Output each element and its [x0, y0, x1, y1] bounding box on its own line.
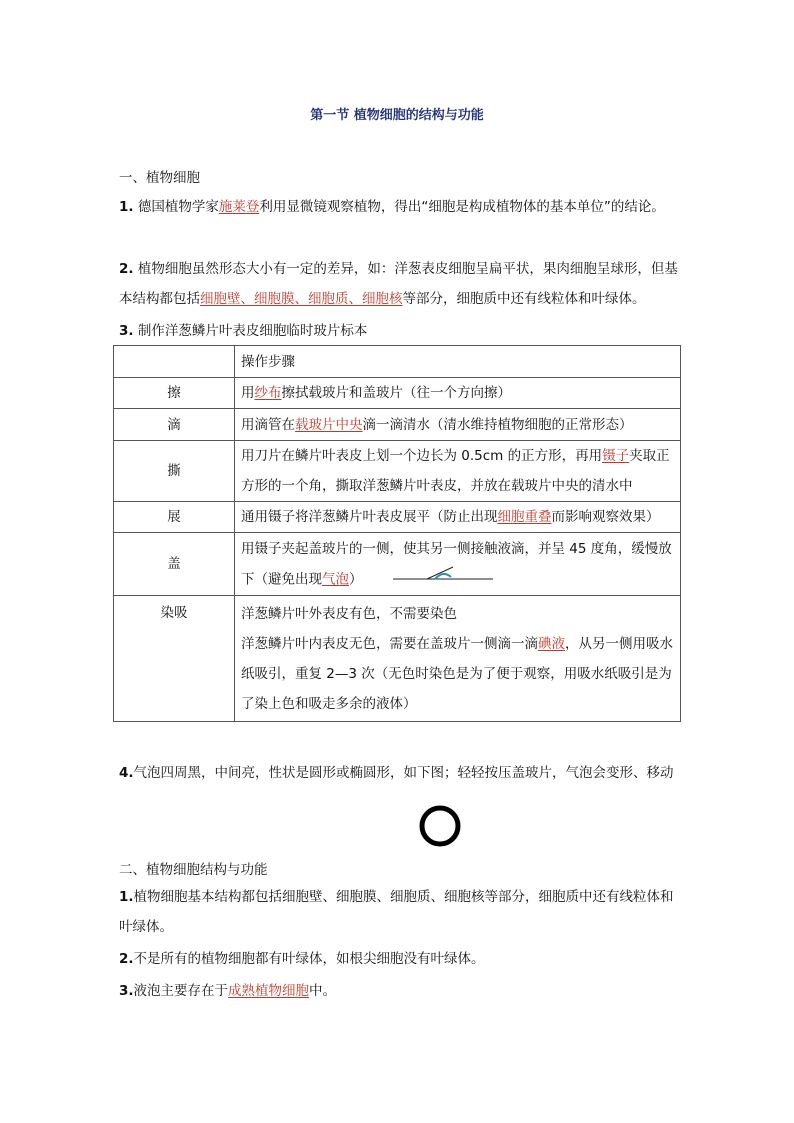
paragraph-number: 3. [119, 983, 134, 999]
step-cell: 撕 [114, 441, 235, 502]
paragraph-s2-1: 1.植物细胞基本结构都包括细胞壁、细胞膜、细胞质、细胞核等部分，细胞质中还有线粒体和叶绿体。 [119, 889, 674, 935]
desc-cell: 通用镊子将洋葱鳞片叶表皮展平（防止出现细胞重叠而影响观察效果） [235, 502, 681, 533]
highlight-term: 细胞壁、细胞膜、细胞质、细胞核 [200, 291, 403, 307]
paragraph-3: 3. 制作洋葱鳞片叶表皮细胞临时玻片标本 [119, 323, 368, 339]
table-row [114, 596, 681, 722]
paragraph-4: 4.气泡四周黑，中间亮，性状是圆形或椭圆形，如下图；轻轻按压盖玻片，气泡会变形、移动 [119, 765, 674, 781]
step-cell: 染吸 [114, 596, 235, 722]
table-row [114, 441, 681, 502]
paragraph-number: 4. [119, 765, 134, 781]
bubble-diagram [417, 803, 463, 853]
table-row [114, 409, 681, 441]
desc-cell: 用刀片在鳞片叶表皮上划一个边长为 0.5cm 的正方形，再用镊子夹取正方形的一个角，撕取洋葱鳞片叶表皮，并放在载玻片中央的清水中 [235, 441, 681, 502]
highlight-term: 成熟植物细胞 [228, 983, 310, 999]
highlight-term: 纱布 [254, 385, 282, 401]
highlight-term: 施莱登 [218, 199, 260, 215]
highlight-term: 镊子 [602, 448, 630, 464]
paragraph-1: 1. 德国植物学家施莱登利用显微镜观察植物，得出“细胞是构成植物体的基本单位”的结论。 [119, 199, 665, 215]
paragraph-number: 3. [119, 323, 134, 339]
step-cell: 盖 [114, 533, 235, 596]
table-row [114, 378, 681, 409]
paragraph-number: 1. [119, 889, 134, 905]
desc-cell: 用滴管在载玻片中央滴一滴清水（清水维持植物细胞的正常形态） [235, 409, 681, 441]
table-row [114, 533, 681, 596]
table-row [114, 502, 681, 533]
table-cell [114, 346, 235, 378]
highlight-term: 气泡 [322, 571, 349, 587]
table-header-row [114, 346, 681, 378]
paragraph-2: 2. 植物细胞虽然形态大小有一定的差异，如：洋葱表皮细胞呈扁平状，果肉细胞呈球形，但基本结构都包括细胞壁、细胞膜、细胞质、细胞核等部分，细胞质中还有线粒体和叶绿体。 [119, 261, 678, 307]
coverslip-diagram [391, 564, 495, 595]
step-cell: 展 [114, 502, 235, 533]
desc-cell: 洋葱鳞片叶外表皮有色，不需要染色 洋葱鳞片叶内表皮无色，需要在盖玻片一侧滴一滴碘液，从另一侧用吸水纸吸引，重复 2—3 次（无色时染色是为了便于观察，用吸水纸吸引是为了染上色和吸走多余的液体） [235, 596, 681, 722]
highlight-term: 载玻片中央 [295, 416, 363, 433]
desc-cell: 用纱布擦拭载玻片和盖玻片（往一个方向擦） [235, 378, 681, 409]
highlight-term: 细胞重叠 [497, 509, 552, 525]
paragraph-s2-2: 2.不是所有的植物细胞都有叶绿体，如根尖细胞没有叶绿体。 [119, 951, 485, 967]
highlight-term: 碘液 [538, 635, 565, 652]
step-cell: 擦 [114, 378, 235, 409]
section-2-heading: 二、植物细胞结构与功能 [119, 862, 268, 878]
paragraph-number: 2. [119, 261, 134, 277]
table-header-cell: 操作步骤 [235, 346, 681, 378]
desc-cell: 用镊子夹起盖玻片的一侧，使其另一侧接触液滴，并呈 45 度角，缓慢放下（避免出现气泡） [235, 533, 681, 596]
procedure-table [113, 345, 681, 722]
page-title: 第一节 植物细胞的结构与功能 [310, 108, 484, 123]
step-cell: 滴 [114, 409, 235, 441]
section-1-heading: 一、植物细胞 [119, 170, 200, 186]
paragraph-number: 1. [119, 199, 134, 215]
paragraph-s2-3: 3.液泡主要存在于成熟植物细胞中。 [119, 983, 337, 999]
paragraph-number: 2. [119, 951, 134, 967]
